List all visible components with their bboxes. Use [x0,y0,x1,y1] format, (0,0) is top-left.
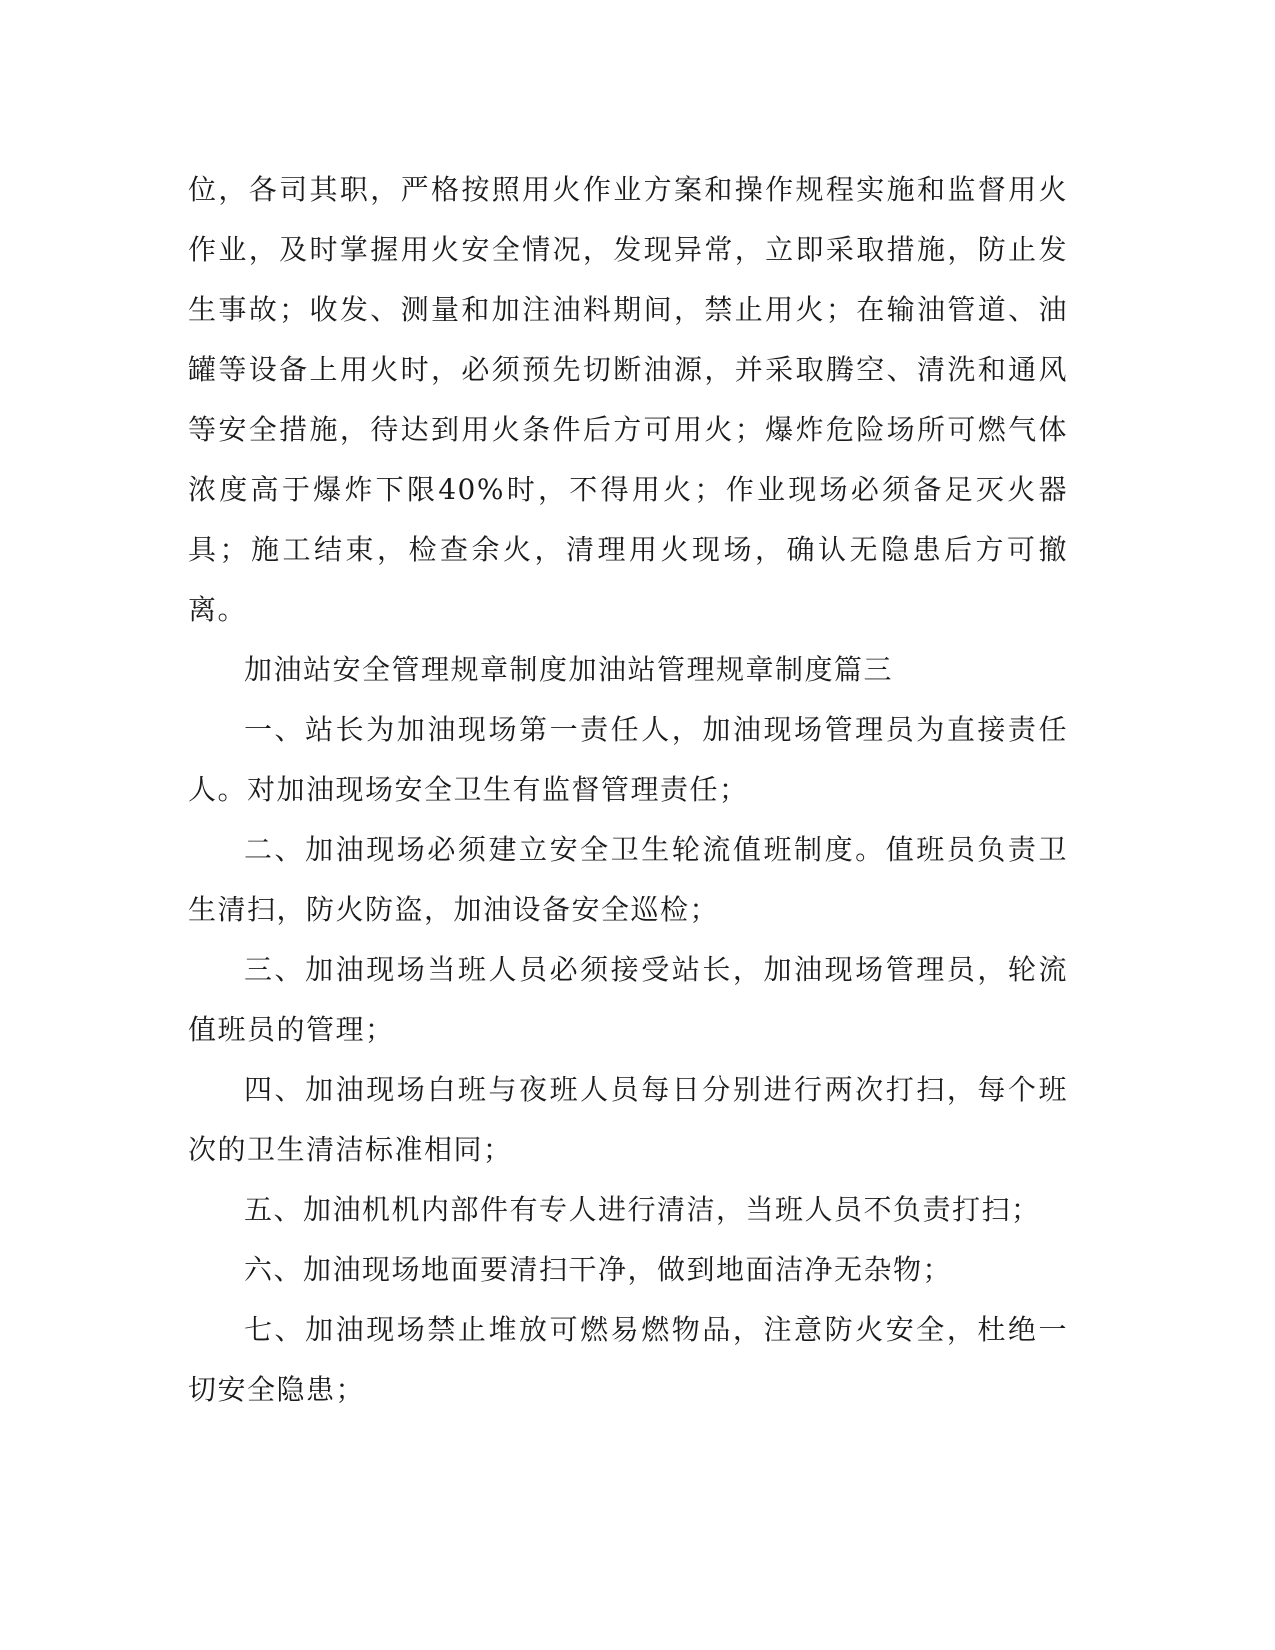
rule-item-1: 一、站长为加油现场第一责任人，加油现场管理员为直接责任人。对加油现场安全卫生有监督管理责任； [188,713,1068,806]
rule-item-2: 二、加油现场必须建立安全卫生轮流值班制度。值班员负责卫生清扫，防火防盗，加油设备安全巡检； [188,833,1068,926]
rule-item-6: 六、加油现场地面要清扫干净，做到地面洁净无杂物； [244,1253,953,1286]
rule-item-3: 三、加油现场当班人员必须接受站长，加油现场管理员，轮流值班员的管理； [188,953,1068,1046]
section-heading: 加油站安全管理规章制度加油站管理规章制度篇三 [244,653,894,686]
document-body [188,160,1068,1420]
rule-item-4: 四、加油现场白班与夜班人员每日分别进行两次打扫，每个班次的卫生清洁标准相同； [188,1073,1068,1166]
paragraph-continuation: 位，各司其职，严格按照用火作业方案和操作规程实施和监督用火作业，及时掌握用火安全情况，发现异常，立即采取措施，防止发生事故；收发、测量和加注油料期间，禁止用火；在输油管道、油罐等设备上用火时，必须预先切断油源，并采取腾空、清洗和通风等安全措施，待达到用火条件后方可用火；爆炸危险场所可燃气体浓度高于爆炸下限40%时，不得用火；作业现场必须备足灭火器具；施工结束，检查余火，清理用火现场，确认无隐患后方可撤离。 [188,173,1068,626]
rule-item-7: 七、加油现场禁止堆放可燃易燃物品，注意防火安全，杜绝一切安全隐患； [188,1313,1068,1406]
rule-item-5: 五、加油机机内部件有专人进行清洁，当班人员不负责打扫； [244,1193,1041,1226]
